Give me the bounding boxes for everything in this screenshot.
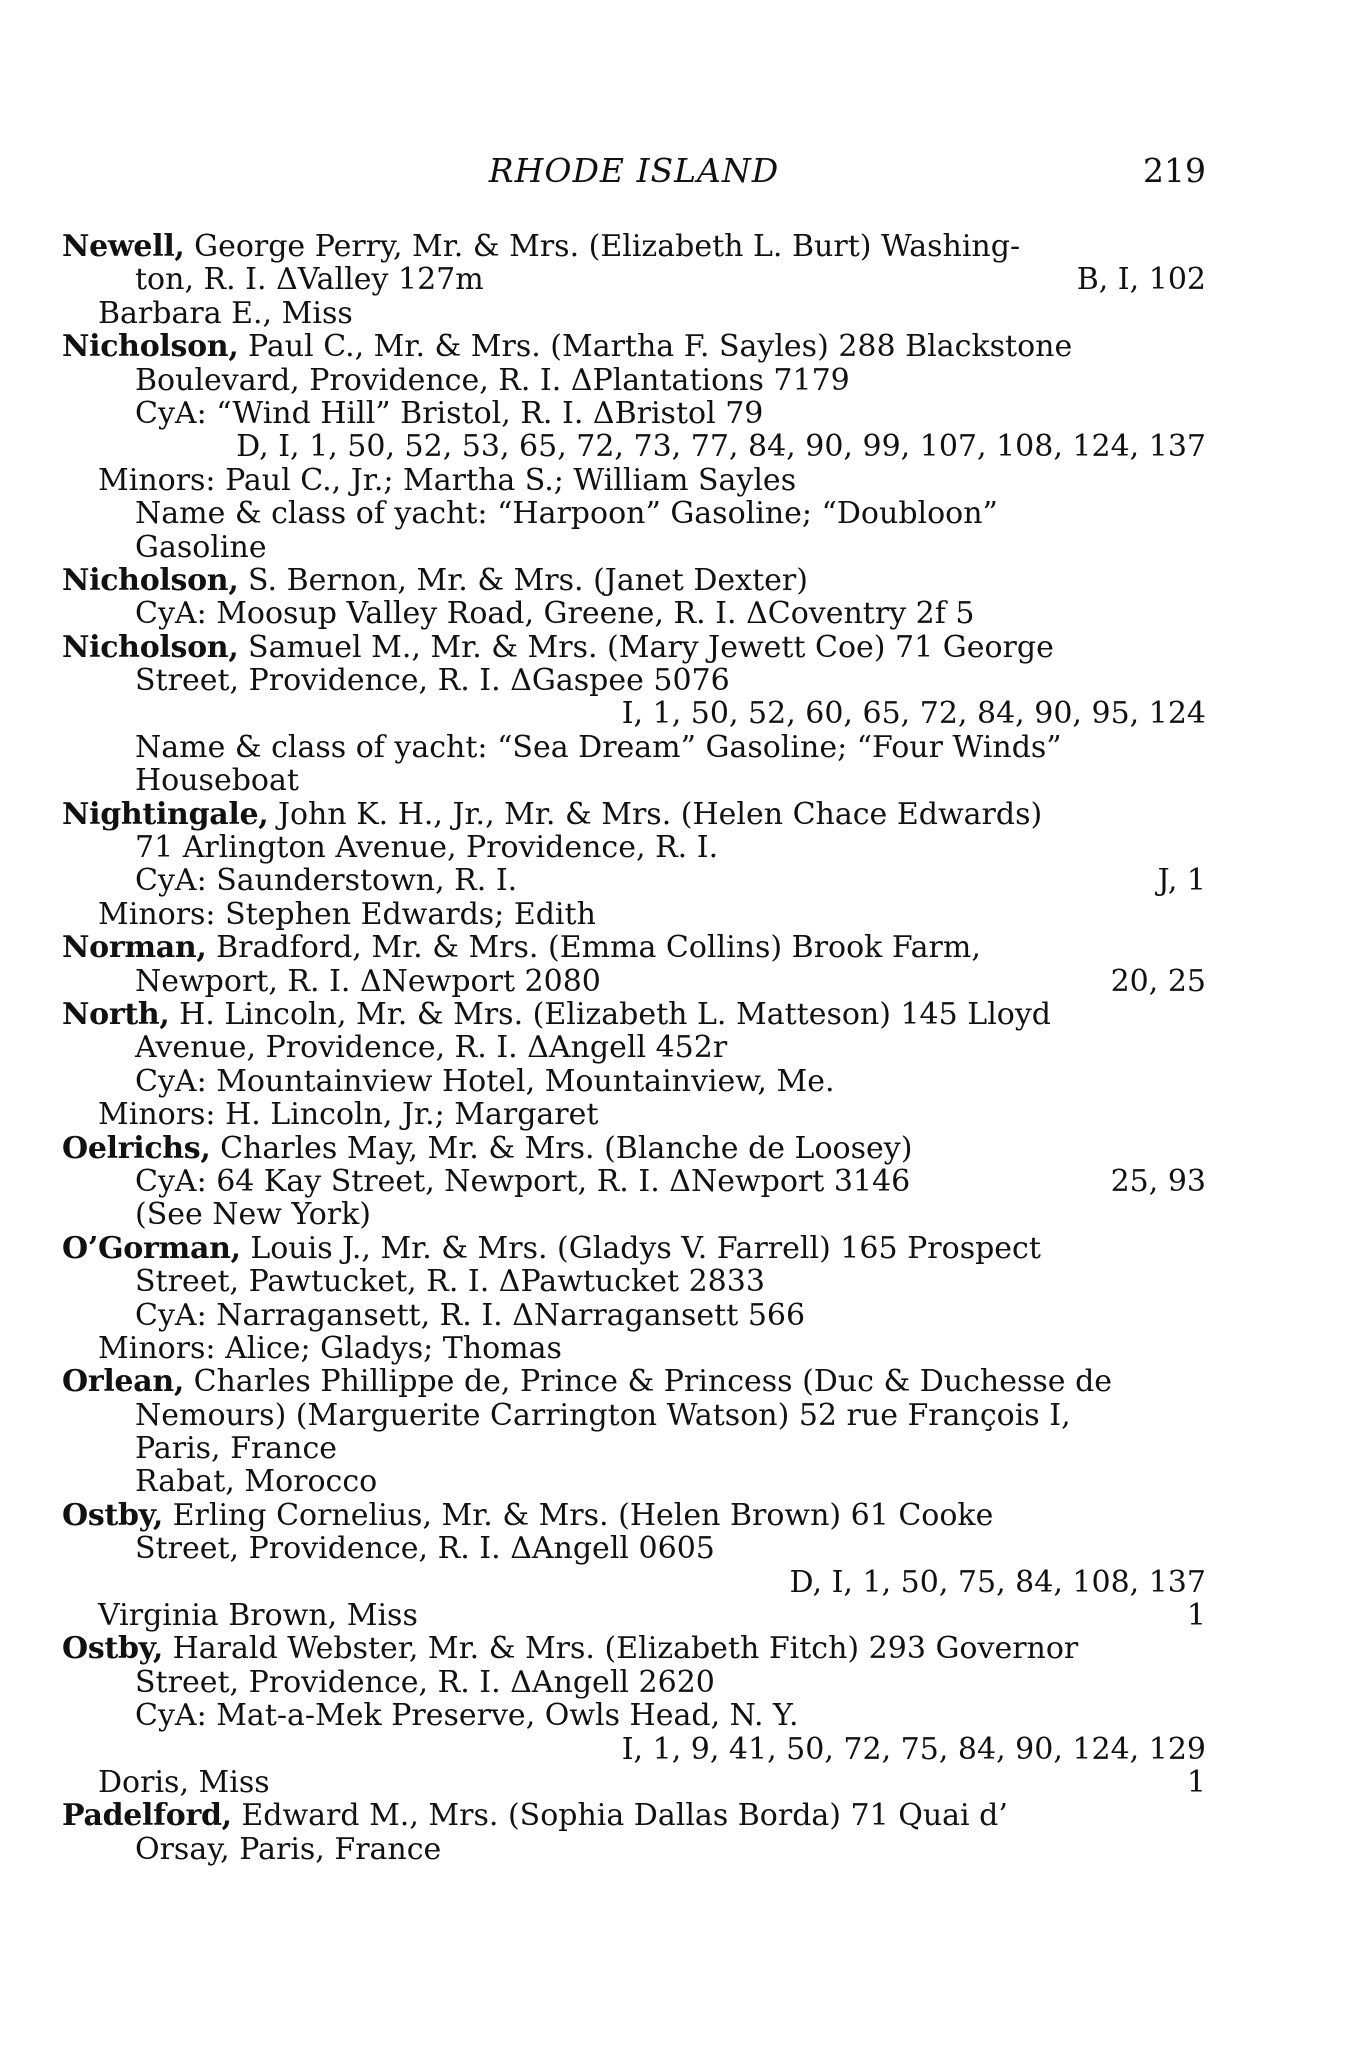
directory-entry bbox=[62, 1132, 1206, 1232]
entry-text: Orsay, Paris, France bbox=[135, 1831, 442, 1867]
entry-text: Paris, France bbox=[135, 1431, 338, 1467]
entry-line bbox=[62, 531, 1206, 564]
entry-line bbox=[62, 497, 1206, 530]
entry-text: Edward M., Mrs. (Sophia Dallas Borda) 71 Quai d’ bbox=[241, 1798, 1008, 1834]
directory-entry bbox=[62, 798, 1206, 932]
entry-line bbox=[62, 597, 1206, 630]
entry-line bbox=[62, 1165, 1206, 1198]
directory-entry bbox=[62, 330, 1206, 564]
entry-text: Harald Webster, Mr. & Mrs. (Elizabeth Fitch) 293 Governor bbox=[172, 1631, 1079, 1667]
directory-entry bbox=[62, 998, 1206, 1132]
entry-line bbox=[62, 1632, 1206, 1665]
entry-text: S. Bernon, Mr. & Mrs. (Janet Dexter) bbox=[248, 562, 808, 598]
entry-line bbox=[62, 1566, 1206, 1599]
entry-text: Minors: Paul C., Jr.; Martha S.; William Sayles bbox=[98, 462, 797, 498]
entry-line bbox=[62, 1766, 1206, 1799]
entry-line bbox=[62, 998, 1206, 1031]
entry-line bbox=[62, 230, 1206, 263]
entry-surname: Nicholson, bbox=[62, 329, 239, 365]
entry-text: CyA: Mat-a-Mek Preserve, Owls Head, N. Y. bbox=[135, 1698, 799, 1734]
entry-line bbox=[62, 1532, 1206, 1565]
entry-line bbox=[62, 1699, 1206, 1732]
entry-line bbox=[62, 1833, 1206, 1866]
entry-text: 71 Arlington Avenue, Providence, R. I. bbox=[135, 830, 719, 866]
entry-text: Virginia Brown, Miss bbox=[98, 1598, 418, 1634]
entry-line bbox=[62, 1399, 1206, 1432]
page-number: 219 bbox=[1143, 151, 1206, 190]
entry-surname: O’Gorman, bbox=[62, 1230, 241, 1266]
entry-text: Louis J., Mr. & Mrs. (Gladys V. Farrell) 165 Prospect bbox=[250, 1230, 1041, 1266]
directory-entry bbox=[62, 230, 1206, 330]
entry-codes: J, 1 bbox=[1157, 863, 1206, 899]
entry-line bbox=[62, 263, 1206, 296]
directory-entry bbox=[62, 1499, 1206, 1633]
entry-codes: I, 1, 50, 52, 60, 65, 72, 84, 90, 95, 124 bbox=[621, 696, 1206, 732]
directory-entry bbox=[62, 1632, 1206, 1799]
entry-surname: North, bbox=[62, 996, 170, 1032]
entry-line bbox=[62, 430, 1206, 463]
entry-codes: 25, 93 bbox=[1110, 1163, 1206, 1199]
entry-line bbox=[62, 864, 1206, 897]
entry-line bbox=[62, 731, 1206, 764]
running-head-title: RHODE ISLAND bbox=[488, 151, 780, 190]
entry-text: Boulevard, Providence, R. I. ΔPlantations 7179 bbox=[135, 362, 850, 398]
entry-line bbox=[62, 697, 1206, 730]
entry-line bbox=[62, 464, 1206, 497]
entry-text: Barbara E., Miss bbox=[98, 295, 353, 331]
entry-text: Street, Providence, R. I. ΔAngell 0605 bbox=[135, 1531, 715, 1567]
directory-entry bbox=[62, 564, 1206, 631]
entry-surname: Ostby, bbox=[62, 1631, 164, 1667]
entry-line bbox=[62, 1499, 1206, 1532]
entry-surname: Oelrichs, bbox=[62, 1130, 211, 1166]
entry-text: Nemours) (Marguerite Carrington Watson) 52 rue François I, bbox=[135, 1397, 1071, 1433]
entry-line bbox=[62, 764, 1206, 797]
entry-line bbox=[62, 397, 1206, 430]
entry-line bbox=[62, 564, 1206, 597]
entry-line bbox=[62, 1098, 1206, 1131]
entry-text: Rabat, Morocco bbox=[135, 1464, 378, 1500]
entry-line bbox=[62, 664, 1206, 697]
entry-codes: I, 1, 9, 41, 50, 72, 75, 84, 90, 124, 129 bbox=[621, 1731, 1206, 1767]
entry-text: Bradford, Mr. & Mrs. (Emma Collins) Brook Farm, bbox=[216, 930, 981, 966]
entry-line bbox=[62, 965, 1206, 998]
entry-line bbox=[62, 931, 1206, 964]
entry-line bbox=[62, 364, 1206, 397]
entry-surname: Nicholson, bbox=[62, 629, 239, 665]
page-header bbox=[62, 150, 1206, 192]
entry-line bbox=[62, 798, 1206, 831]
entry-text: Street, Providence, R. I. ΔGaspee 5076 bbox=[135, 663, 730, 699]
entry-text: Charles Phillippe de, Prince & Princess (Duc & Duchesse de bbox=[193, 1364, 1113, 1400]
entry-line bbox=[62, 1733, 1206, 1766]
entry-text: CyA: Saunderstown, R. I. bbox=[135, 863, 518, 899]
directory-entry bbox=[62, 931, 1206, 998]
entry-line bbox=[62, 1465, 1206, 1498]
entry-line bbox=[62, 1599, 1206, 1632]
entry-text: ton, R. I. ΔValley 127m bbox=[135, 262, 484, 298]
entry-text: CyA: Mountainview Hotel, Mountainview, Me. bbox=[135, 1063, 835, 1099]
entry-codes: D, I, 1, 50, 52, 53, 65, 72, 73, 77, 84, 90, 99, 107, 108, 124, 137 bbox=[236, 429, 1206, 465]
entry-text: Samuel M., Mr. & Mrs. (Mary Jewett Coe) 71 George bbox=[248, 629, 1054, 665]
entry-text: George Perry, Mr. & Mrs. (Elizabeth L. Burt) Washing- bbox=[194, 229, 1021, 264]
entry-text: Erling Cornelius, Mr. & Mrs. (Helen Brown) 61 Cooke bbox=[172, 1497, 994, 1533]
directory-listing bbox=[62, 230, 1206, 1866]
entry-line bbox=[62, 1432, 1206, 1465]
entry-codes: D, I, 1, 50, 75, 84, 108, 137 bbox=[789, 1564, 1206, 1600]
entry-line bbox=[62, 330, 1206, 363]
entry-codes: 1 bbox=[1186, 1764, 1206, 1800]
entry-text: Avenue, Providence, R. I. ΔAngell 452r bbox=[135, 1030, 728, 1066]
entry-text: Minors: Alice; Gladys; Thomas bbox=[98, 1330, 562, 1366]
directory-entry bbox=[62, 1799, 1206, 1866]
entry-line bbox=[62, 1365, 1206, 1398]
entry-line bbox=[62, 1265, 1206, 1298]
entry-text: Gasoline bbox=[135, 529, 267, 565]
directory-entry bbox=[62, 1365, 1206, 1499]
entry-line bbox=[62, 1666, 1206, 1699]
entry-surname: Norman, bbox=[62, 930, 207, 966]
entry-codes: B, I, 102 bbox=[1076, 262, 1206, 298]
entry-line bbox=[62, 1332, 1206, 1365]
entry-text: (See New York) bbox=[135, 1197, 372, 1233]
entry-text: Minors: Stephen Edwards; Edith bbox=[98, 896, 596, 932]
entry-codes: 20, 25 bbox=[1110, 963, 1206, 999]
entry-line bbox=[62, 1132, 1206, 1165]
entry-text: CyA: “Wind Hill” Bristol, R. I. ΔBristol 79 bbox=[135, 395, 764, 431]
entry-text: Street, Pawtucket, R. I. ΔPawtucket 2833 bbox=[135, 1264, 765, 1300]
entry-surname: Newell, bbox=[62, 229, 185, 264]
directory-entry bbox=[62, 631, 1206, 798]
entry-surname: Nicholson, bbox=[62, 562, 239, 598]
entry-text: Minors: H. Lincoln, Jr.; Margaret bbox=[98, 1097, 599, 1133]
entry-line bbox=[62, 898, 1206, 931]
entry-line bbox=[62, 1198, 1206, 1231]
entry-text: Newport, R. I. ΔNewport 2080 bbox=[135, 963, 601, 999]
entry-surname: Orlean, bbox=[62, 1364, 185, 1400]
entry-line bbox=[62, 631, 1206, 664]
entry-surname: Nightingale, bbox=[62, 796, 269, 832]
entry-text: CyA: Narragansett, R. I. ΔNarragansett 566 bbox=[135, 1297, 806, 1333]
entry-line bbox=[62, 1065, 1206, 1098]
directory-entry bbox=[62, 1232, 1206, 1366]
entry-surname: Padelford, bbox=[62, 1798, 232, 1834]
entry-line bbox=[62, 1031, 1206, 1064]
entry-text: Doris, Miss bbox=[98, 1764, 270, 1800]
entry-text: Street, Providence, R. I. ΔAngell 2620 bbox=[135, 1664, 715, 1700]
entry-text: CyA: 64 Kay Street, Newport, R. I. ΔNewport 3146 bbox=[135, 1163, 911, 1199]
entry-text: CyA: Moosup Valley Road, Greene, R. I. ΔCoventry 2f 5 bbox=[135, 596, 975, 632]
entry-line bbox=[62, 831, 1206, 864]
entry-line bbox=[62, 1799, 1206, 1832]
entry-text: Charles May, Mr. & Mrs. (Blanche de Loosey) bbox=[220, 1130, 913, 1166]
entry-surname: Ostby, bbox=[62, 1497, 164, 1533]
entry-text: Paul C., Mr. & Mrs. (Martha F. Sayles) 288 Blackstone bbox=[248, 329, 1073, 365]
entry-text: Houseboat bbox=[135, 763, 299, 799]
entry-line bbox=[62, 1299, 1206, 1332]
entry-text: H. Lincoln, Mr. & Mrs. (Elizabeth L. Matteson) 145 Lloyd bbox=[179, 996, 1051, 1032]
entry-text: John K. H., Jr., Mr. & Mrs. (Helen Chace Edwards) bbox=[277, 796, 1043, 832]
entry-line bbox=[62, 1232, 1206, 1265]
entry-codes: 1 bbox=[1186, 1598, 1206, 1634]
entry-line bbox=[62, 297, 1206, 330]
entry-text: Name & class of yacht: “Sea Dream” Gasoline; “Four Winds” bbox=[135, 729, 1062, 765]
entry-text: Name & class of yacht: “Harpoon” Gasoline; “Doubloon” bbox=[135, 496, 998, 532]
